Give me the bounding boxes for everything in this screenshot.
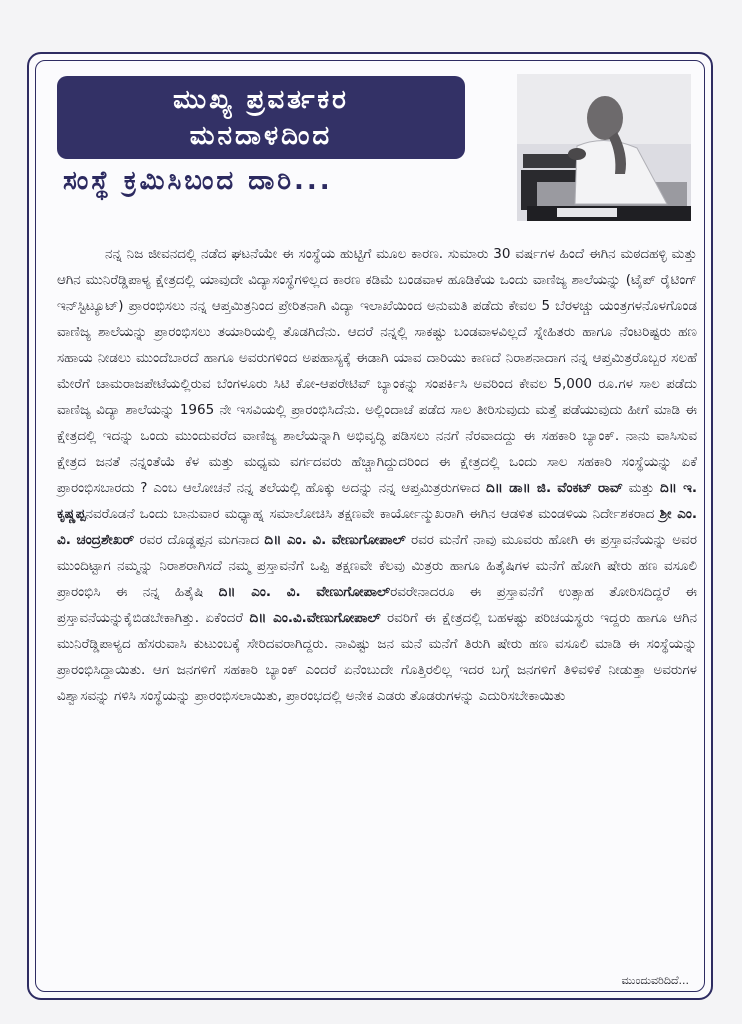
text-run: ರವರ ಮನೆಗೆ ನಾವು ಮೂವರು ಹೋಗಿ ಈ ಪ್ರಸ್ತಾವನೆಯನ್ನು ಅವರ ಮುಂದಿಟ್ಟಾಗ ನಮ್ಮನ್ನು ನಿರಾಶರಾಗಿಸದೆ ನಮ್ಮ ಪ್ರಸ್ತಾವನೆಗೆ ಒಪ್ಪಿ ತಕ್ಷಣವೇ ಕೆಲವು ಮಿತ್ರರು ಹಾಗೂ ಹಿತೈಷಿಗಳ ಮನೆಗೆ ಹೋಗಿ ಷೇರು ಹಣ ವಸೂಲಿ ಪ್ರಾರಂಭಿಸಿ ಈ ನನ್ನ ಹಿತೈಷಿ	[57, 532, 697, 600]
page-frame	[27, 52, 713, 1000]
text-run: ರವರೇನಾದರೂ ಈ ಪ್ರಸ್ತಾವನೆಗೆ ಉತ್ಸಾಹ ತೋರಿಸದಿದ್ದರೆ ಈ ಪ್ರಸ್ತಾವನೆಯನ್ನುಕೈಬಿಡಬೇಕಾಗಿತ್ತು. ಏಕೆಂದರೆ	[57, 584, 697, 626]
title-banner	[57, 76, 465, 159]
person-name: ದಿ॥ ಎಂ.ವಿ.ವೇಣುಗೋಪಾಲ್	[249, 610, 381, 626]
continued-label: ಮುಂದುವರಿದಿದೆ...	[621, 974, 689, 987]
text-run: ನವರೊಡನೆ ಒಂದು ಬಾನುವಾರ ಮಧ್ಯಾಹ್ನ ಸಮಾಲೋಚಿಸಿ ತಕ್ಷಣವೇ ಕಾರ್ಯೋನ್ಮುಖರಾಗಿ ಈಗಿನ ಆಡಳಿತ ಮಂಡಳಿಯ ನಿರ್ದೇಶಕರಾದ	[85, 506, 655, 522]
article-body	[57, 241, 697, 709]
title-line-1: ಮುಖ್ಯ ಪ್ರವರ್ತಕರ	[173, 84, 349, 115]
text-run: ರವರಿಗೆ ಈ ಕ್ಷೇತ್ರದಲ್ಲಿ ಬಹಳಷ್ಟು ಪರಿಚಯಸ್ಥರು ಇದ್ದರು ಹಾಗೂ ಆಗಿನ ಮುನಿರೆಡ್ಡಿಪಾಳ್ಯದ ಹೆಸರುವಾಸಿ ಕುಟುಂಬಕ್ಕೆ ಸೇರಿದವರಾಗಿದ್ದರು. ನಾವಿಷ್ಟು ಜನ ಮನೆ ಮನೆಗೆ ತಿರುಗಿ ಷೇರು ಹಣ ವಸೂಲಿ ಮಾಡಿ ಈ ಸಂಸ್ಥೆಯನ್ನು ಪ್ರಾರಂಭಿಸಿದ್ದಾಯಿತು. ಆಗ ಜನಗಳಿಗೆ ಸಹಕಾರಿ ಬ್ಯಾಂಕ್ ಎಂದರೆ ಏನೆಂಬುದೇ ಗೊತ್ತಿರಲಿಲ್ಲ ಇದರ ಬಗ್ಗೆ ಜನಗಳಿಗೆ ತಿಳಿವಳಿಕೆ ನೀಡುತ್ತಾ ಅವರುಗಳ ವಿಶ್ವಾಸವನ್ನು ಗಳಿಸಿ ಸಂಸ್ಥೆಯನ್ನು ಪ್ರಾರಂಭಿಸಲಾಯಿತು, ಪ್ರಾರಂಭದಲ್ಲಿ ಅನೇಕ ಎಡರು ತೊಡರುಗಳನ್ನು ಎದುರಿಸಬೇಕಾಯಿತು	[57, 610, 697, 704]
title-line-2: ಮನದಾಳದಿಂದ	[189, 120, 333, 151]
text-run: ಮತ್ತು	[628, 480, 655, 496]
person-name: ದಿ॥ ಇ. ಕೃಷ್ಣಪ್ಪ	[57, 480, 698, 522]
subtitle: ಸಂಸ್ಥೆ ಕ್ರಮಿಸಿಬಂದ ದಾರಿ...	[63, 166, 333, 196]
person-name: ದಿ॥ ಎಂ. ವಿ. ವೇಣುಗೋಪಾಲ್	[218, 584, 391, 600]
person-name: ದಿ॥ ಎಂ. ವಿ. ವೇಣುಗೋಪಾಲ್	[264, 532, 406, 548]
person-name: ಶ್ರೀ ಎಂ. ವಿ. ಚಂದ್ರಶೇಖರ್	[57, 506, 697, 548]
article-paragraph	[57, 241, 697, 709]
founder-photo-illustration	[517, 74, 691, 221]
text-run: ರವರ ದೊಡ್ಡಪ್ಪನ ಮಗನಾದ	[139, 532, 260, 548]
founder-photo	[517, 74, 691, 221]
person-name: ದಿ॥ ಡಾ॥ ಜಿ. ವೆಂಕಟ್ ರಾವ್	[485, 480, 623, 496]
text-run: ನನ್ನ ನಿಜ ಜೀವನದಲ್ಲಿ ನಡೆದ ಘಟನೆಯೇ ಈ ಸಂಸ್ಥೆಯ ಹುಟ್ಟಿಗೆ ಮೂಲ ಕಾರಣ. ಸುಮಾರು 30 ವರ್ಷಗಳ ಹಿಂದೆ ಈಗಿನ ಮಠದಹಳ್ಳಿ ಮತ್ತು ಆಗಿನ ಮುನಿರೆಡ್ಡಿಪಾಳ್ಯ ಕ್ಷೇತ್ರದಲ್ಲಿ ಯಾವುದೇ ವಿದ್ಯಾಸಂಸ್ಥೆಗಳಿಲ್ಲದ ಕಾರಣ ಕಡಿಮೆ ಬಂಡವಾಳ ಹೂಡಿಕೆಯ ಒಂದು ವಾಣಿಜ್ಯ ಶಾಲೆಯನ್ನು (ಟೈಪ್ ರೈಟಿಂಗ್ ಇನ್‌ಸ್ಟಿಟ್ಯೂಟ್) ಪ್ರಾರಂಭಿಸಲು ನನ್ನ ಆಪ್ತಮಿತ್ರನಿಂದ ಪ್ರೇರಿತನಾಗಿ ವಿದ್ಯಾ ಇಲಾಖೆಯಿಂದ ಅನುಮತಿ ಪಡೆದು ಕೇವಲ 5 ಬೆರಳಚ್ಚು ಯಂತ್ರಗಳನೊಳಗೊಂಡ ವಾಣಿಜ್ಯ ಶಾಲೆಯನ್ನು ಪ್ರಾರಂಭಿಸಲು ತಯಾರಿಯಲ್ಲಿ ತೊಡಗಿದೆನು. ಆದರೆ ನನ್ನಲ್ಲಿ ಸಾಕಷ್ಟು ಬಂಡವಾಳವಿಲ್ಲದೆ ಸ್ನೇಹಿತರು ಹಾಗೂ ನೆಂಟರಿಷ್ಟರು ಹಣ ಸಹಾಯ ನೀಡಲು ಮುಂದೆಬಾರದೆ ಹಾಗೂ ಅವರುಗಳಿಂದ ಅಪಹಾಸ್ಯಕ್ಕೆ ಈಡಾಗಿ ಯಾವ ದಾರಿಯು ಕಾಣದೆ ನಿರಾಶನಾದಾಗ ನನ್ನ ಆಪ್ತಮಿತ್ರರೊಬ್ಬರ ಸಲಹೆ ಮೇರೆಗೆ ಚಾಮರಾಜಪೇಟೆಯಲ್ಲಿರುವ ಬೆಂಗಳೂರು ಸಿಟಿ ಕೋ-ಆಪರೇಟಿವ್ ಬ್ಯಾಂಕನ್ನು ಸಂಪರ್ಕಿಸಿ ಅವರಿಂದ ಕೇವಲ 5,000 ರೂ.ಗಳ ಸಾಲ ಪಡೆದು ವಾಣಿಜ್ಯ ವಿದ್ಯಾ ಶಾಲೆಯನ್ನು 1965 ನೇ ಇಸವಿಯಲ್ಲಿ ಪ್ರಾರಂಭಿಸಿದೆನು. ಅಲ್ಲಿಂದಾಚೆ ಪಡೆದ ಸಾಲ ತೀರಿಸುವುದು ಮತ್ತೆ ಪಡೆಯುವುದು ಹೀಗೆ ಮಾಡಿ ಈ ಕ್ಷೇತ್ರದಲ್ಲಿ ಇದನ್ನು ಒಂದು ಮುಂದುವರೆದ ವಾಣಿಜ್ಯ ಶಾಲೆಯನ್ನಾಗಿ ಅಭಿವೃದ್ಧಿ ಪಡಿಸಲು ನನಗೆ ನೆರವಾದದ್ದು ಈ ಸಹಕಾರಿ ಬ್ಯಾಂಕ್. ನಾನು ವಾಸಿಸುವ ಕ್ಷೇತ್ರದ ಜನತೆ ನನ್ನಂತೆಯೆ ಕೆಳ ಮತ್ತು ಮಧ್ಯಮ ವರ್ಗದವರು ಹೆಚ್ಚಾಗಿದ್ದುದರಿಂದ ಈ ಕ್ಷೇತ್ರದಲ್ಲಿ ಒಂದು ಸಾಲ ಸಹಕಾರಿ ಸಂಸ್ಥೆಯನ್ನು ಏಕೆ ಪ್ರಾರಂಭಿಸಬಾರದು ? ಎಂಬ ಆಲೋಚನೆ ನನ್ನ ತಲೆಯಲ್ಲಿ ಹೊಕ್ಕು ಅದನ್ನು ನನ್ನ ಆಪ್ತಮಿತ್ರರುಗಳಾದ	[57, 246, 697, 496]
